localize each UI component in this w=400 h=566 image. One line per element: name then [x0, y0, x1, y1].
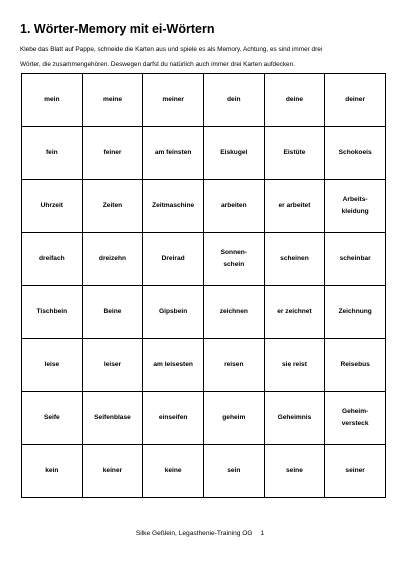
- card-word: feiner: [103, 149, 122, 156]
- card-word: Tischbein: [36, 308, 68, 315]
- card-word: Geheim- versteck: [341, 408, 369, 427]
- memory-card: [82, 445, 143, 498]
- card-word: zeichnen: [219, 308, 248, 315]
- card-word: fein: [45, 149, 58, 156]
- memory-card: [203, 180, 264, 233]
- memory-card: [264, 74, 325, 127]
- card-word: keiner: [102, 467, 123, 474]
- card-word: einseifen: [158, 414, 188, 421]
- memory-card: [143, 286, 204, 339]
- card-row: [22, 180, 386, 233]
- memory-card: [264, 445, 325, 498]
- instructions-line-2: Wörter, die zusammengehören. Deswegen darfst du natürlich auch immer drei Karten aufdecken.: [20, 61, 295, 68]
- card-word: Zeitmaschine: [152, 202, 195, 209]
- card-word: am leisesten: [153, 361, 193, 368]
- memory-card: [22, 127, 83, 180]
- memory-card: [203, 445, 264, 498]
- card-row: [22, 127, 386, 180]
- memory-card: [143, 339, 204, 392]
- card-row: [22, 392, 386, 445]
- memory-card: [325, 180, 386, 233]
- card-word: kein: [45, 467, 59, 474]
- card-word: meiner: [162, 96, 184, 103]
- card-row: [22, 74, 386, 127]
- memory-card: [325, 233, 386, 286]
- card-word: scheinen: [280, 255, 309, 262]
- memory-card: [82, 127, 143, 180]
- card-word: Eiskugel: [220, 149, 248, 156]
- memory-card: [143, 74, 204, 127]
- card-word: deiner: [345, 96, 366, 103]
- memory-card: [325, 74, 386, 127]
- memory-card: [264, 392, 325, 445]
- memory-card: [203, 392, 264, 445]
- memory-card: [264, 339, 325, 392]
- memory-card: [264, 180, 325, 233]
- card-word: seine: [286, 467, 303, 474]
- card-word: Gipsbein: [159, 308, 188, 315]
- card-word: Eistüte: [283, 149, 306, 156]
- memory-card: [82, 392, 143, 445]
- card-word: arbeiten: [220, 202, 247, 209]
- memory-card: [22, 286, 83, 339]
- card-word: geheim: [222, 414, 246, 421]
- page-number: 1: [260, 530, 265, 537]
- memory-card: [22, 445, 83, 498]
- memory-card: [22, 339, 83, 392]
- memory-card: [82, 180, 143, 233]
- card-word: Zeichnung: [338, 308, 372, 315]
- memory-card: [264, 127, 325, 180]
- card-word: Arbeits- kleidung: [341, 196, 369, 215]
- memory-card: [143, 233, 204, 286]
- card-word: scheinbar: [339, 255, 371, 262]
- memory-card: [325, 445, 386, 498]
- memory-card: [22, 392, 83, 445]
- memory-card: [325, 339, 386, 392]
- card-word: dreifach: [39, 255, 65, 262]
- card-word: er arbeitet: [278, 202, 311, 209]
- card-word: sie reist: [281, 361, 307, 368]
- memory-card: [325, 127, 386, 180]
- card-row: [22, 339, 386, 392]
- card-row: [22, 233, 386, 286]
- memory-card: [325, 392, 386, 445]
- card-word: leise: [44, 361, 60, 368]
- card-word: dreizehn: [98, 255, 127, 262]
- memory-card: [82, 233, 143, 286]
- memory-card: [82, 74, 143, 127]
- card-word: keine: [164, 467, 182, 474]
- card-word: dein: [227, 96, 241, 103]
- card-word: reisen: [224, 361, 244, 368]
- card-word: mein: [44, 96, 60, 103]
- memory-card: [22, 74, 83, 127]
- page-title: 1. Wörter-Memory mit ei-Wörtern: [20, 22, 215, 36]
- memory-card: [22, 233, 83, 286]
- card-word: seiner: [345, 467, 365, 474]
- memory-card: [143, 445, 204, 498]
- instructions-line-1: Klebe das Blatt auf Pappe, schneide die Karten aus und spiele es als Memory. Achtung, es sind immer drei: [20, 46, 323, 53]
- card-row: [22, 286, 386, 339]
- memory-card: [203, 286, 264, 339]
- instructions: [20, 42, 385, 72]
- card-word: Beine: [103, 308, 122, 315]
- card-word: Geheimnis: [277, 414, 312, 421]
- card-word: sein: [227, 467, 241, 474]
- memory-card: [82, 286, 143, 339]
- memory-card: [143, 392, 204, 445]
- card-word: Sonnen- schein: [220, 249, 247, 268]
- card-word: Zeiten: [102, 202, 123, 209]
- memory-card: [203, 127, 264, 180]
- footer-author: Silke Geßlein, Legasthenie-Training OG: [135, 530, 253, 537]
- memory-card: [143, 127, 204, 180]
- card-word: am feinsten: [154, 149, 192, 156]
- card-word: Schokoeis: [338, 149, 372, 156]
- card-word: er zeichnet: [277, 308, 312, 315]
- card-word: meine: [102, 96, 123, 103]
- memory-card: [264, 233, 325, 286]
- memory-card: [203, 233, 264, 286]
- card-word: Reisebus: [340, 361, 370, 368]
- card-word: Seifenblase: [94, 414, 131, 421]
- memory-card: [203, 74, 264, 127]
- card-word: Dreirad: [161, 255, 185, 262]
- memory-card: [82, 339, 143, 392]
- memory-card-grid: [21, 73, 386, 498]
- memory-card: [22, 180, 83, 233]
- memory-card: [143, 180, 204, 233]
- memory-card: [325, 286, 386, 339]
- card-row: [22, 445, 386, 498]
- card-word: deine: [285, 96, 304, 103]
- card-word: leiser: [103, 361, 122, 368]
- page-footer: [0, 530, 400, 537]
- memory-card: [264, 286, 325, 339]
- memory-card: [203, 339, 264, 392]
- card-word: Uhrzeit: [40, 202, 63, 209]
- card-word: Seife: [43, 414, 60, 421]
